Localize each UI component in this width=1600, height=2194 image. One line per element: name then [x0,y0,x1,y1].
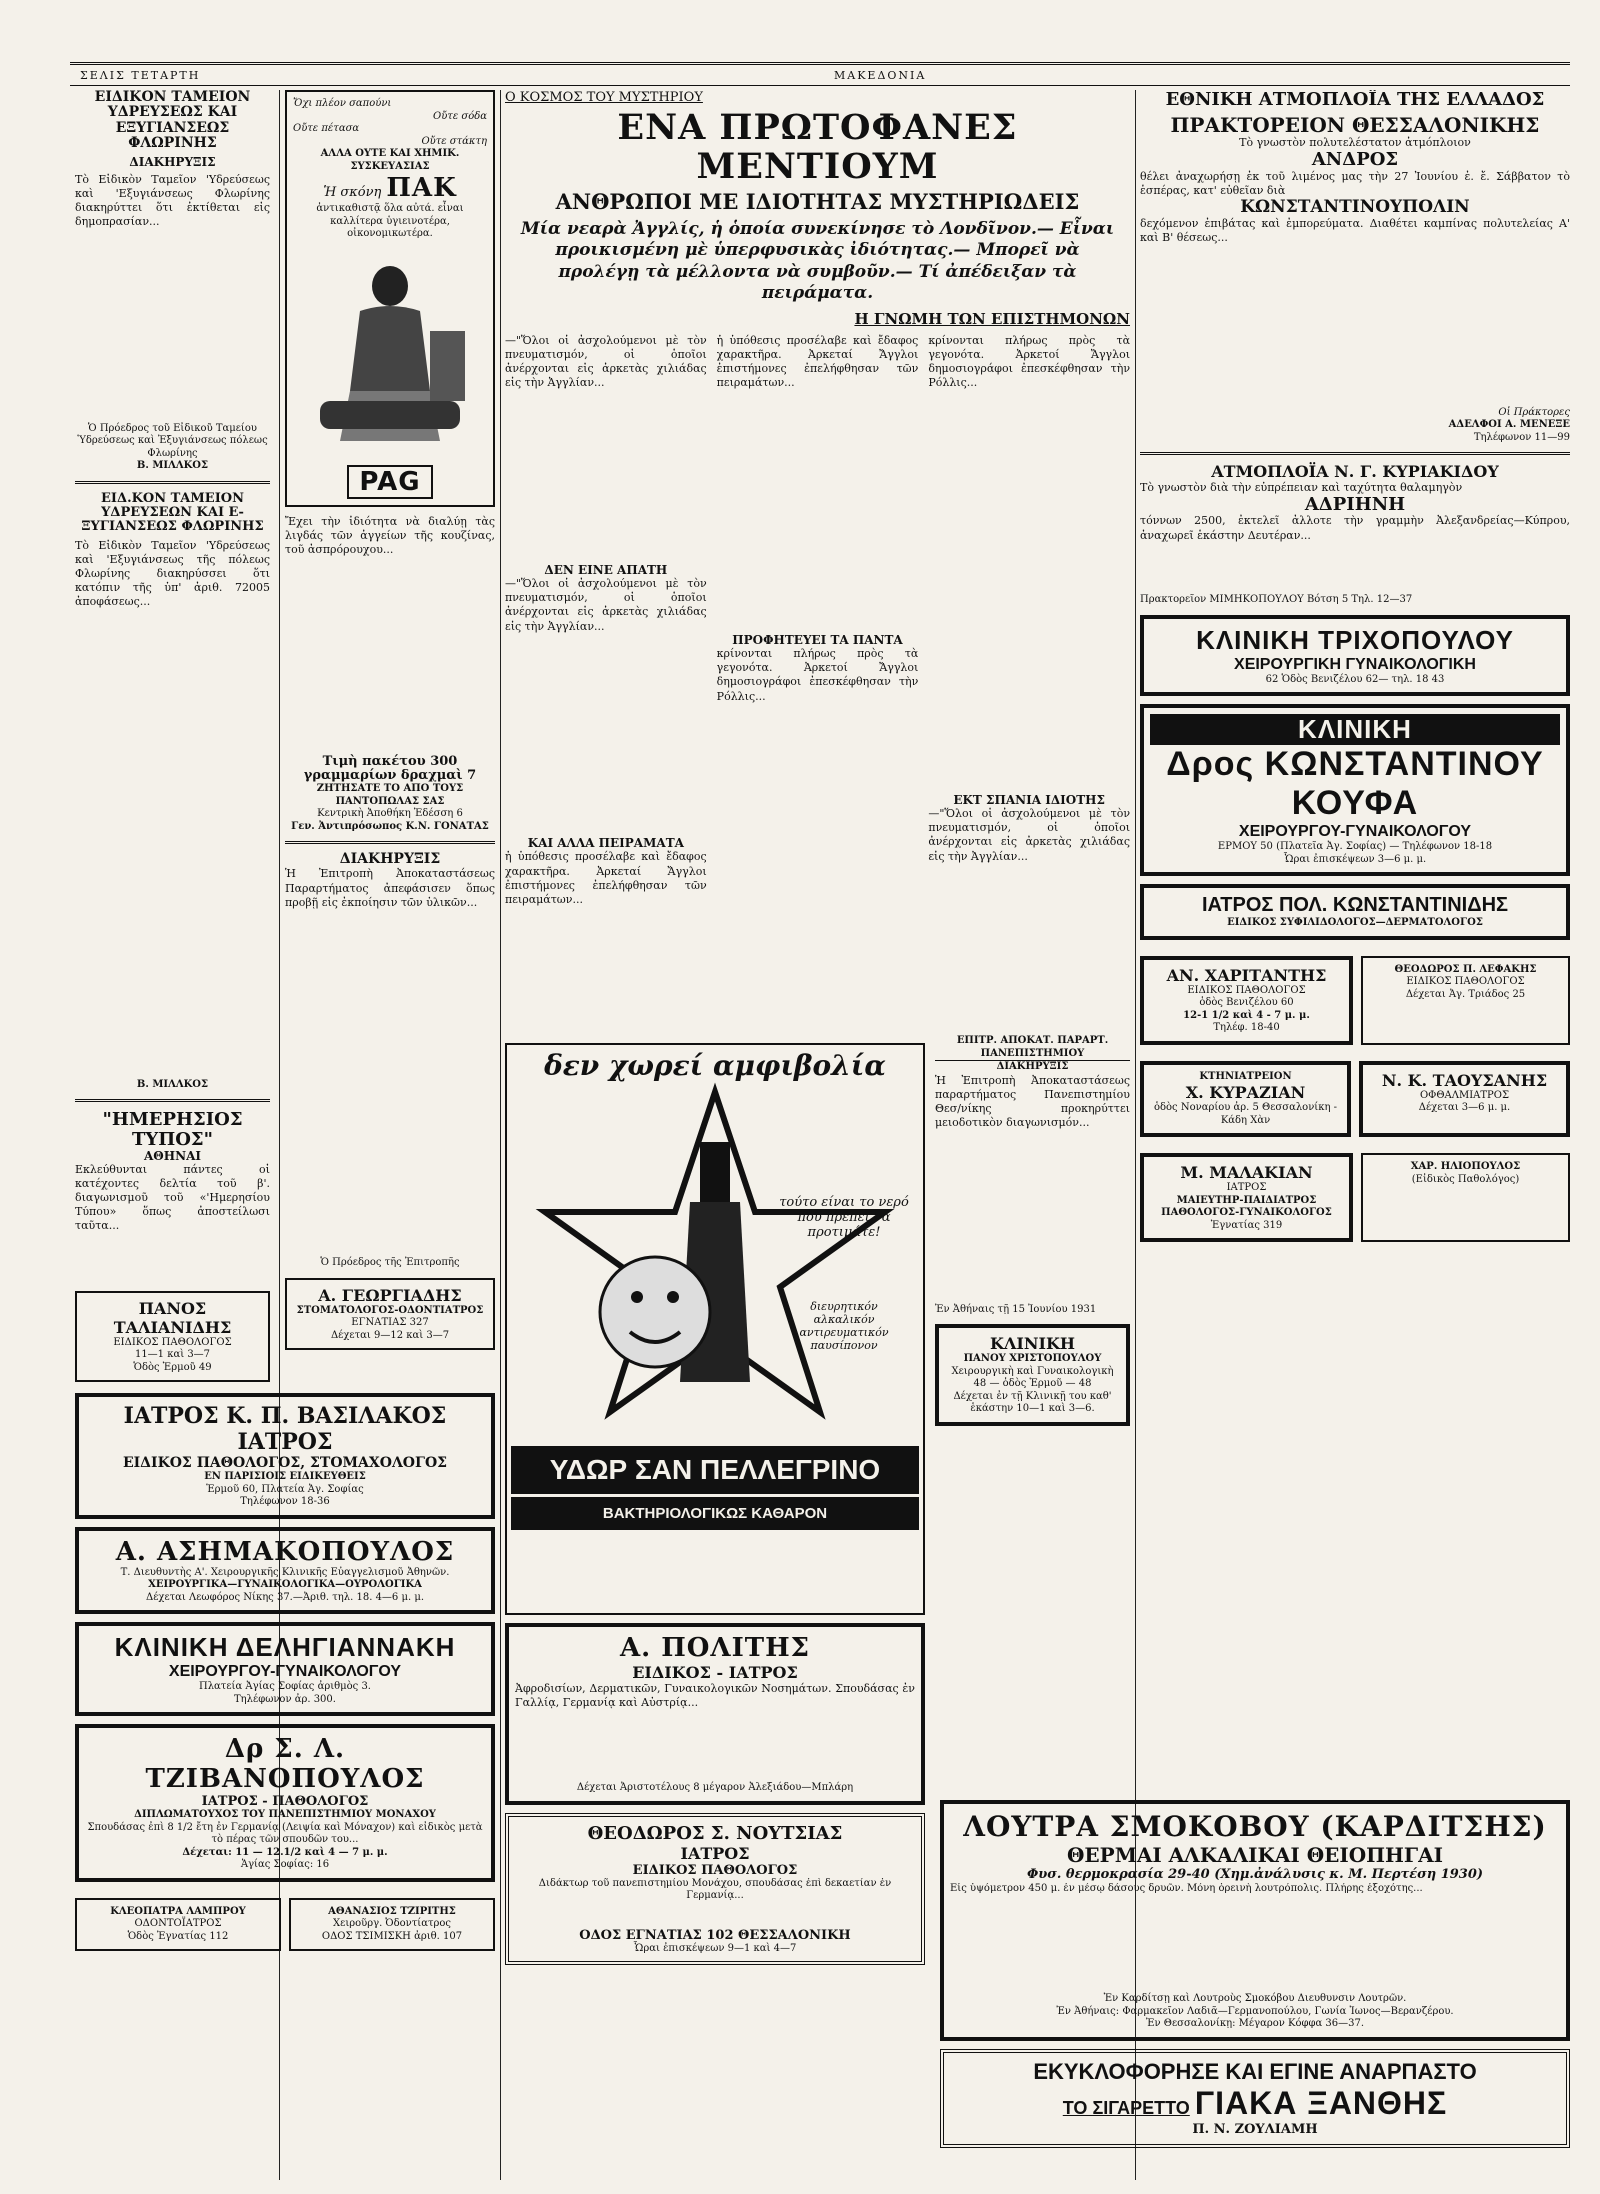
ad-role: ΧΕΙΡΟΥΡΓΟΥ-ΓΥΝΑΙΚΟΛΟΓΟΥ [168,1663,402,1680]
kyrazian-ad [1140,1061,1351,1138]
ad-role: ΕΙΔΙΚΟΣ ΠΑΘΟΛΟΓΟΣ [113,1336,232,1348]
pak-agent-name: Γεν. Ἀντιπρόσωπος Κ.Ν. ΓΟΝΑΤΑΣ [291,820,489,832]
ad-role2: ΧΕΙΡΟΥΡΓΙΚΑ—ΓΥΝΑΙΚΟΛΟΓΙΚΑ—ΟΥΡΟΛΟΓΙΚΑ [148,1579,422,1590]
pak-text: Ἔχει τὴν ἰδιότητα νὰ διαλύῃ τὰς λιγδάς τῶν ἀγγείων τῆς κουζίνας, τοῦ ἀσπρόρουχου... [285,514,495,556]
ad-addr: ὁδὸς Βενιζέλου 60 [1199,997,1294,1009]
ad-brand: ΓΙΑΚΑ ΞΑΝΘΗΣ [1194,2084,1448,2121]
ad-name: ΘΕΟΔΩΡΟΣ Π. ΛΕΦΑΚΗΣ [1394,963,1537,975]
ad-maker: Π. Ν. ΖΟΥΛΙΑΜΗ [1192,2121,1318,2137]
pak-brand: ΠΑΚ [386,173,457,203]
ad-addr: Ἐγνατίας 319 [1210,1219,1283,1231]
ad-role2: ΕΙΔΙΚΟΣ ΠΑΘΟΛΟΓΟΣ [632,1862,798,1878]
ad-addr: Δέχεται Λεωφόρος Νίκης 37.—Ἀριθ. τηλ. 18. 4—6 μ. μ. [145,1591,425,1603]
notice2-signer: Β. ΜΙΛΛΚΟΣ [136,1078,209,1090]
politis-ad [505,1623,925,1805]
ship2-name: ΑΔΡΙΗΝΗ [1304,493,1406,515]
ad-text: Εἰς ὑψόμετρον 450 μ. ἐν μέσῳ δάσους δρυῶν. Μόνη ὀρεινὴ λουτρόπολις. Πλήρης ἐξοχότης... [950,1883,1423,1895]
article-para: ἡ ὑπόθεσις προσέλαβε καὶ ἔδαφος χαρακτῆρα. Ἀρκεταί Ἄγγλοι ἐπιστήμονες ἐπελήφθησαν τῶν πειραμάτων... [716,334,919,390]
pak-line1: Ὄχι πλέον σαπούνι [293,98,392,109]
ad-name: ΙΑΤΡΟΣ ΠΟΛ. ΚΩΝΣΤΑΝΤΙΝΙΔΗΣ [1201,894,1509,917]
ad-pre: ΤΟ ΣΙΓΑΡΕΤΤΟ [1062,2097,1190,2118]
article-para: κρίνονται πλήρως πρὸς τὰ γεγονότα. Ἀρκετοί Ἄγγλοι δημοσιογράφοι ἐπεσκέφθησαν τὴν Ρόλλις... [716,647,919,703]
ad-addr: Πλατεία Ἀγίας Σοφίας ἀριθμὸς 3. [199,1681,371,1692]
ad-addr: Ὁδὸς Ἐγνατίας 112 [127,1930,229,1942]
ad-addr: 48 — ὁδὸς Ἑρμοῦ — 48 [973,1378,1092,1390]
article-title: ΕΝΑ ΠΡΩΤΟΦΑΝΕΣ ΜΕΝΤΙΟΥΜ [617,107,1018,187]
pak-logo: PAG [347,465,432,499]
lefakis-ad [1361,956,1570,1045]
shipping-text2: δεχόμενον ἐπιβάτας καὶ ἐμπορεύματα. Διαθέτει καμπίνας πολυτελείας Α' καὶ Β' θέσεως... [1140,216,1570,244]
ad-text: Διδάκτωρ τοῦ πανεπιστημίου Μονάχου, σπουδάσας ἐπὶ δεκαετίαν ἐν Γερμανίᾳ... [538,1877,892,1902]
ad-name: ΚΛΕΟΠΑΤΡΑ ΛΑΜΠΡΟΥ [110,1905,246,1917]
shipping-intro: Τὸ γνωστὸν πολυτελέστατον ἀτμόπλοιον [1239,135,1471,149]
ad-name: ΙΑΤΡΟΣ Κ. Π. ΒΑΣΙΛΑΚΟΣ ΙΑΤΡΟΣ [123,1403,447,1455]
typos-title: "ΗΜΕΡΗΣΙΟΣ ΤΥΠΟΣ" [102,1109,243,1150]
ad-role: ΕΙΔΙΚΟΣ ΠΑΘΟΛΟΓΟΣ, ΣΤΟΜΑΧΟΛΟΓΟΣ [122,1455,448,1471]
woman-washing-illustration [300,241,480,461]
ad-role: ΕΙΔΙΚΟΣ ΣΥΦΙΛΙΔΟΛΟΓΟΣ—ΔΕΡΜΑΤΟΛΟΓΟΣ [1227,917,1483,929]
kyriakidou-text: τόννων 2500, ἐκτελεῖ ἀλλοτε τὴν γραμμὴν Ἀλεξανδρείας—Κύπρου, ἀναχωρεῖ ἑκάστην Δευτέραν... [1140,514,1570,542]
kyriakidou-heading: ΑΤΜΟΠΛΟΪΑ Ν. Γ. ΚΥΡΙΑΚΙΔΟΥ [1211,462,1499,482]
ad-name: Δρος ΚΩΝΣΤΑΝΤΙΝΟΥ ΚΟΥΦΑ [1166,745,1544,823]
ad-name: Α. ΠΟΛΙΤΗΣ [619,1633,811,1664]
notice-subheading: ΔΙΑΚΗΡΥΞΙΣ [129,154,216,169]
notice-signature: Ὁ Πρόεδρος τοῦ Εἰδικοῦ Ταμείου Ὑδρεύσεως καὶ Ἐξυγιάνσεως πόλεως Φλωρίνης [77,422,268,459]
ad-addr: ΟΔΟΣ ΤΣΙΜΙΣΚΗ ἀριθ. 107 [321,1930,463,1942]
notice-heading: ΕΙΔΙΚΟΝ ΤΑΜΕΙΟΝ ΥΔΡΕΥΣΕΩΣ ΚΑΙ ΕΞΥΓΙΑΝΣΕΩΣ ΦΛΩΡΙΝΗΣ [94,90,251,152]
column-4 [1140,90,1570,1250]
ad-addr: Ἑρμοῦ 60, Πλατεία Ἀγ. Σοφίας [206,1483,364,1495]
article-para: —"Ὅλοι οἱ ἀσχολούμενοι μὲ τὸν πνευματισμόν, οἱ ὁποῖοι ἀνέρχονται εἰς ἀρκετὰς χιλιάδας εἰς τὴν Ἀγγλίαν... [505,334,707,390]
ad-text: Σπουδάσας ἐπὶ 8 1/2 ἔτη ἐν Γερμανίᾳ (Λειψία καὶ Μόναχον) καὶ εἰδικὸς μετὰ τὸ πέρας τῶν σπουδῶν του... [87,1821,483,1845]
ann-text: Ἡ Ἐπιτροπὴ Ἀποκαταστάσεως παραρτήματος Πανεπιστημίου Θεσ/νίκης προκηρύττει μειοδοτικὸν διαγωνισμόν... [935,1073,1130,1130]
ad-temp: Φυσ. θερμοκρασία 29-40 (Χημ.ἀνάλυσις κ. Μ. Περτέση 1930) [1026,1867,1484,1882]
ad-addr: Δέχεται Ἀριστοτέλους 8 μέγαρον Ἀλεξιάδου—Μπλάρη [576,1782,854,1794]
ad-name: ΧΑΡ. ΗΛΙΟΠΟΥΛΟΣ [1410,1161,1521,1173]
ad-hours: Δέχεται 3—6 μ. μ. [1418,1102,1511,1114]
tzivanopoulos-ad [75,1724,495,1882]
ad-addr: ὁδὸς Νοναρίου ἀρ. 5 Θεσσαλονίκη - Κάδη Χὰν [1154,1102,1337,1126]
article-heading: ΚΑΙ ΑΛΛΑ ΠΕΙΡΑΜΑΤΑ [527,836,684,851]
pak-pre: Ἡ σκόνη [323,185,382,200]
ad-role: ΕΙΔΙΚΟΣ - ΙΑΤΡΟΣ [632,1663,798,1683]
ad-name: Α. ΓΕΩΡΓΙΑΔΗΣ [318,1285,462,1305]
article-deck: Μία νεαρὰ Ἀγγλίς, ἡ ὁποία συνεκίνησε τὸ Λονδῖνον.— Εἶναι προικισμένη μὲ ὑπερφυσικὰς ἰδιότητας.— Μπορεῖ νὰ προλέγῃ τὰ μέλλοντα νὰ συμβοῦν.— Τί ἀπέδειξαν τὰ πειράματα. [520,219,1115,303]
ad-role: ΣΤΟΜΑΤΟΛΟΓΟΣ-ΟΔΟΝΤΙΑΤΡΟΣ [296,1304,484,1316]
right-bottom-ads [940,1800,1570,2156]
ad-hours: Δέχεται: 11 — 12.1/2 καὶ 4 — 7 μ. μ. [182,1846,388,1858]
ad-name: Μ. ΜΑΛΑΚΙΑΝ [1180,1163,1313,1183]
ad-name: ΑΘΑΝΑΣΙΟΣ ΤΖΙΡΙΤΗΣ [328,1905,456,1917]
ad-hours: Δέχεται 9—12 καὶ 3—7 [330,1329,450,1341]
ad-role: ΕΙΔΙΚΟΣ ΠΑΘΟΛΟΓΟΣ [1187,984,1306,996]
article-kicker: Ο ΚΟΣΜΟΣ ΤΟΥ ΜΥΣΤΗΡΙΟΥ [505,90,703,105]
column-2 [285,90,495,1358]
vasilakos-ad [75,1393,495,1519]
pellegrino-ad [505,1043,925,1615]
shipping-heading: ΕΘΝΙΚΗ ΑΤΜΟΠΛΟΪΑ ΤΗΣ ΕΛΛΑΔΟΣ [1165,90,1545,110]
pak-agent-addr: Κεντρικὴ Ἀποθήκη Ἐδέσση 6 [317,808,463,820]
ann-sub: ΔΙΑΚΗΡΥΞΙΣ [996,1061,1069,1073]
ad-tel: Τηλέφωνον 18-36 [240,1496,330,1507]
article-section: Η ΓΝΩΜΗ ΤΩΝ ΕΠΙΣΤΗΜΟΝΩΝ [854,310,1130,329]
decl-title: ΔΙΑΚΗΡΥΞΙΣ [339,851,441,868]
shipping-agency: ΠΡΑΚΤΟΡΕΙΟΝ ΘΕΣΣΑΛΟΝΙΚΗΣ [1170,112,1540,137]
ad-role: Χειροῦργ. Ὀδοντίατρος [333,1918,451,1929]
ad-text: Ἀφροδισίων, Δερματικῶν, Γυναικολογικῶν Νοσημάτων. Σπουδάσας ἐν Γαλλίᾳ, Γερμανίᾳ καὶ Αὐστρίᾳ... [515,1682,915,1710]
ad-role: ΙΑΤΡΟΣ - ΠΑΘΟΛΟΓΟΣ [201,1794,369,1809]
typos-city: ΑΘΗΝΑΙ [144,1148,201,1163]
ad-pre: ΚΛΙΝΙΚΗ [1150,714,1560,745]
christopoulos-ad [935,1324,1130,1426]
page-label: ΣΕΛΙΣ ΤΕΤΑΡΤΗ [80,68,201,82]
ad-sub: ΔΙΠΛΩΜΑΤΟΥΧΟΣ ΤΟΥ ΠΑΝΕΠΙΣΤΗΜΙΟΥ ΜΟΝΑΧΟΥ [134,1809,436,1820]
pak-agent: ΖΗΤΗΣΑΤΕ ΤΟ ΑΠΟ ΤΟΥΣ ΠΑΝΤΟΠΩΛΑΣ ΣΑΣ [316,783,464,807]
decl-sign: Ὁ Πρόεδρος τῆς Ἐπιτροπῆς [320,1257,460,1269]
notice2-text: Τὸ Εἰδικὸν Ταμεῖον 'Υδρεύσεως καὶ 'Εξυγιάνσεως τῆς πόλεως Φλωρίνης διακηρύσσει ὅτι κατόπιν τῆς ὑπ' ἀριθ. 72005 ἀποφάσεως... [75,538,270,608]
article-heading: ΔΕΝ ΕΙΝΕ ΑΠΑΤΗ [544,563,668,578]
shipping-sign-tel: Τηλέφωνον 11—99 [1473,431,1570,443]
koufa-ad [1140,704,1570,876]
ad-name: ΠΑΝΟΥ ΧΡΙΣΤΟΠΟΥΛΟΥ [963,1353,1102,1365]
article-para: —"Ὅλοι οἱ ἀσχολούμενοι μὲ τὸν πνευματισμόν, οἱ ὁποῖοι ἀνέρχονται εἰς ἀρκετὰς χιλιάδας εἰς τὴν Ἀγγλίαν... [505,577,707,633]
ad-addr: Ὁδὸς Ἑρμοῦ 49 [133,1361,212,1373]
pak-price: Τιμὴ πακέτου 300 γραμμαρίων δραχμαὶ 7 [303,753,477,783]
article-para: —"Ὅλοι οἱ ἀσχολούμενοι μὲ τὸν πνευματισμόν, οἱ ὁποῖοι ἀνέρχονται εἰς ἀρκετὰς χιλιάδας εἰς τὴν Ἀγγλίαν... [928,807,1130,863]
ad-sub: ΘΕΡΜΑΙ ΑΛΚΑΛΙΚΑΙ ΘΕΙΟΠΗΓΑΙ [1066,1843,1443,1867]
malakian-ad [1140,1153,1353,1242]
article-body [505,334,1130,1027]
notice-text: Τὸ Εἰδικὸν Ταμεῖον 'Υδρεύσεως καὶ 'Εξυγιάνσεως Φλωρίνης διακηρύττει ὅτι ἐκτίθεται εἰς δημοπρασίαν... [75,172,270,228]
ann-date: Ἐν Ἀθήναις τῇ 15 Ἰουνίου 1931 [935,1303,1097,1315]
article-heading: ΕΚΤ ΣΠΑΝΙΑ ΙΔΙΟΤΗΣ [953,793,1105,808]
ad-info: Ἐν Καρδίτσῃ καὶ Λουτροὺς Σμοκόβου Διευθυνσιν Λουτρῶν. [1103,1993,1407,2005]
ad-role: ΕΙΔΙΚΟΣ ΠΑΘΟΛΟΓΟΣ [1406,976,1525,988]
ad-info: Ἐν Θεσσαλονίκῃ: Μέγαρον Κόφφα 36—37. [1145,2018,1365,2030]
star-bottle-illustration [515,1082,915,1442]
shipping-text: θέλει ἀναχωρήσῃ ἐκ τοῦ λιμένος μας τὴν 27 Ἰουνίου ἐ. ἔ. Σάββατον τὸ ἑσπέρας, κατ' εὐθεῖαν διὰ [1140,169,1570,197]
ad-hours: Δέχεται ἐν τῇ Κλινικῇ του καθ' ἑκάστην 10—1 καὶ 3—6. [953,1390,1112,1415]
ad-title: ΚΛΙΝΙΚΗ ΔΕΛΗΓΙΑΝΝΑΚΗ [114,1632,456,1662]
ad-title: ΛΟΥΤΡΑ ΣΜΟΚΟΒΟΥ (ΚΑΡΔΙΤΣΗΣ) [963,1810,1547,1843]
ad-name: ΘΕΟΔΩΡΟΣ Σ. ΝΟΥΤΣΙΑΣ [587,1822,843,1844]
ad-addr: 62 Ὁδὸς Βενιζέλου 62— τηλ. 18 43 [1265,673,1445,685]
pak-line4: Οὔτε στάκτη [421,135,487,147]
pak-mid: ΑΛΛΑ ΟΥΤΕ ΚΑΙ ΧΗΜΙΚ. ΣΥΣΚΕΥΑΣΙΑΣ [320,148,460,172]
column-rule [500,90,501,2180]
konstantinidis-ad [1140,884,1570,940]
ad-tel: Τηλέφ. 18-40 [1213,1022,1280,1034]
article-para: κρίνονται πλήρως πρὸς τὰ γεγονότα. Ἀρκετοί Ἄγγλοι δημοσιογράφοι ἐπεσκέφθησαν τὴν Ρόλλις... [928,334,1130,390]
asimakopoulos-ad [75,1527,495,1615]
ad-role2: ΜΑΙΕΥΤΗΡ-ΠΑΙΔΙΑΤΡΟΣ ΠΑΘΟΛΟΓΟΣ-ΓΥΝΑΙΚΟΛΟΓΟΣ [1161,1194,1332,1219]
ad-addr: ΕΓΝΑΤΙΑΣ 327 [351,1317,429,1329]
ad-role: ΟΔΟΝΤΟΪΑΤΡΟΣ [134,1918,222,1929]
ad-hours: Ὧραι ἐπισκέψεων 9—1 καὶ 4—7 [633,1942,797,1954]
kyriakidou-intro: Τὸ γνωστὸν διὰ τὴν εὐπρέπειαν καὶ ταχύτητα θαλαμηγὸν [1140,480,1463,494]
lamprou-ad [75,1898,281,1952]
ad-pre: ΚΤΗΝΙΑΤΡΕΙΟΝ [1199,1070,1292,1082]
trichopoulou-ad [1140,615,1570,697]
charitantis-ad [1140,956,1353,1045]
pellegrino-props: διευρητικόν αλκαλικόν αντιρευματικόν παυσίπονον [799,1300,889,1353]
shipping-sign: Οἱ Πράκτορες [1498,406,1570,418]
ad-hours: 11—1 καὶ 3—7 [134,1349,211,1361]
pak-ad [285,90,495,507]
ann-title: ΕΠΙΤΡ. ΑΠΟΚΑΤ. ΠΑΡΑΡΤ. ΠΑΝΕΠΙΣΤΗΜΙΟΥ [935,1035,1130,1061]
ad-title: ΚΛΙΝΙΚΗ ΤΡΙΧΟΠΟΥΛΟΥ [1196,624,1514,655]
ad-addr: Ἁγίας Σοφίας: 16 [240,1859,330,1870]
article-heading: ΠΡΟΦΗΤΕΥΕΙ ΤΑ ΠΑΝΤΑ [732,633,903,648]
ship-destination: ΚΩΝΣΤΑΝΤΙΝΟΥΠΟΛΙΝ [1240,196,1470,217]
ad-hours: Ὧραι ἐπισκέψεων 3—6 μ. μ. [1283,853,1427,865]
paper-name: ΜΑΚΕΔΟΝΙΑ [834,68,927,82]
ad-role: ΙΑΤΡΟΣ [680,1843,750,1863]
ad-role: (Εἰδικὸς Παθολόγος) [1411,1173,1520,1185]
noutsias-ad [505,1813,925,1966]
ad-addr: ΕΡΜΟΥ 50 (Πλατεῖα Ἀγ. Σοφίας) — Τηλέφωνον 18-18 [1217,841,1493,853]
pellegrino-brand: ΥΔΩΡ ΣΑΝ ΠΕΛΛΕΓΡΙΝΟ [511,1446,919,1494]
taousanis-ad [1359,1061,1570,1138]
ad-role: ΟΦΘΑΛΜΙΑΤΡΟΣ [1419,1089,1510,1101]
ad-name: Δρ Σ. Λ. ΤΖΙΒΑΝΟΠΟΥΛΟΣ [145,1734,425,1794]
left-ads [75,1385,495,1959]
article-para: ἡ ὑπόθεσις προσέλαβε καὶ ἔδαφος χαρακτῆρα. Ἀρκεταί Ἄγγλοι ἐπιστήμονες ἐπελήφθησαν τῶν πειραμάτων... [505,850,707,906]
cigarette-ad [940,2049,1570,2148]
pak-line2: Οὔτε σόδα [433,110,487,122]
iliopoulos-ad [1361,1153,1570,1242]
ad-role: ΙΑΤΡΟΣ [1226,1182,1267,1194]
ad-role: ΧΕΙΡΟΥΡΓΙΚΗ ΓΥΝΑΙΚΟΛΟΓΙΚΗ [1234,655,1476,673]
shipping-sign-name: ΑΔΕΛΦΟΙ Α. ΜΕΝΕΞΕ [1448,419,1570,431]
ad-name: ΠΑΝΟΣ ΤΑΛΙΑΝΙΔΗΣ [113,1298,232,1337]
ad-hours: Δέχεται Ἀγ. Τριάδος 25 [1405,988,1526,1000]
ad-role: ΧΕΙΡΟΥΡΓΟΥ-ΓΥΝΑΙΚΟΛΟΓΟΥ [1238,823,1472,841]
pellegrino-claim: τούτο είναι το νερό που πρέπει να προτιμάτε! [779,1195,909,1241]
ad-tel: Τηλέφωνον ἀρ. 300. [234,1693,336,1705]
ad-top: ΕΚΥΚΛΟΦΟΡΗΣΕ ΚΑΙ ΕΓΙΝΕ ΑΝΑΡΠΑΣΤΟ [1033,2058,1477,2084]
talianidis-ad [75,1291,270,1383]
ad-role: Χειρουργικὴ καὶ Γυναικολογικὴ [951,1365,1114,1377]
georgiadis-ad [285,1278,495,1351]
ad-hours: 12-1 1/2 καὶ 4 - 7 μ. μ. [1183,1009,1310,1021]
ad-addr: ΟΔΟΣ ΕΓΝΑΤΙΑΣ 102 ΘΕΣΣΑΛΟΝΙΚΗ [579,1927,851,1943]
ad-name: Χ. ΚΥΡΑΖΙΑΝ [1185,1083,1306,1103]
ad-role: Τ. Διευθυντὴς Α'. Χειρουργικῆς Κλινικῆς Εὐαγγελισμοῦ Ἀθηνῶν. [120,1566,450,1578]
pak-desc: ἀντικαθιστᾷ ὅλα αὐτά. εἶναι καλλίτερα ὑγιεινοτέρα, οἰκονομικωτέρα. [316,203,464,239]
column-1 [75,90,270,1390]
ad-info: Ἐν Ἀθήναις: Φαρμακεῖον Λαδιᾶ—Γερμανοπούλου, Γωνία Ἰωνος—Βερανζέρου. [1056,2005,1454,2017]
notice-signer: Β. ΜΙΛΛΚΟΣ [136,460,209,472]
column-3 [505,90,1130,1973]
ad-name: ΑΝ. ΧΑΡΙΤΑΝΤΗΣ [1166,965,1327,985]
decl-text: Ἡ Ἐπιτροπὴ Ἀποκαταστάσεως Παραρτήματος ἀπεφάσισεν ὅπως προβῇ εἰς ἐκποίησιν τῶν ὑλικῶν... [285,867,495,909]
masthead-bar [70,62,1570,86]
article-subtitle: ΑΝΘΡΩΠΟΙ ΜΕ ΙΔΙΟΤΗΤΑΣ ΜΥΣΤΗΡΙΩΔΕΙΣ [555,189,1080,214]
notice2-heading: ΕΙΔ.ΚΟΝ ΤΑΜΕΙΟΝ ΥΔΡΕΥΣΕΩΝ ΚΑΙ Ε-ΞΥΓΙΑΝΣΕΩΣ ΦΛΩΡΙΝΗΣ [81,490,264,535]
pellegrino-sub: ΒΑΚΤΗΡΙΟΛΟΓΙΚΩΣ ΚΑΘΑΡΟΝ [511,1497,919,1530]
typos-text: Εκλεύθυνται πάντες οἱ κατέχοντες δελτία τοῦ β'. διαγωνισμοῦ τοῦ «'Ημερησίου Τύπου» ὅπως ἀποστείλωσι ταῦτα... [75,1162,270,1233]
ad-name: Α. ΑΣΗΜΑΚΟΠΟΥΛΟΣ [115,1536,455,1567]
ship-name: ΑΝΔΡΟΣ [1311,148,1399,170]
ad-sub: ΕΝ ΠΑΡΙΣΙΟΙΣ ΕΙΔΙΚΕΥΘΕΙΣ [204,1471,366,1482]
ad-name: Ν. Κ. ΤΑΟΥΣΑΝΗΣ [1381,1070,1548,1090]
smokovo-ad [940,1800,1570,2041]
pellegrino-slogan: δεν χωρεί αμφιβολία [544,1049,886,1083]
tziritis-ad [289,1898,495,1952]
ad-title: ΚΛΙΝΙΚΗ [990,1334,1075,1354]
deligiannaki-ad [75,1622,495,1716]
kyriakidou-agent: Πρακτορεῖον ΜΙΜΗΚΟΠΟΥΛΟΥ Βότση 5 Τηλ. 12—37 [1140,594,1413,606]
pak-line3: Οὔτε πέτασα [293,123,360,134]
